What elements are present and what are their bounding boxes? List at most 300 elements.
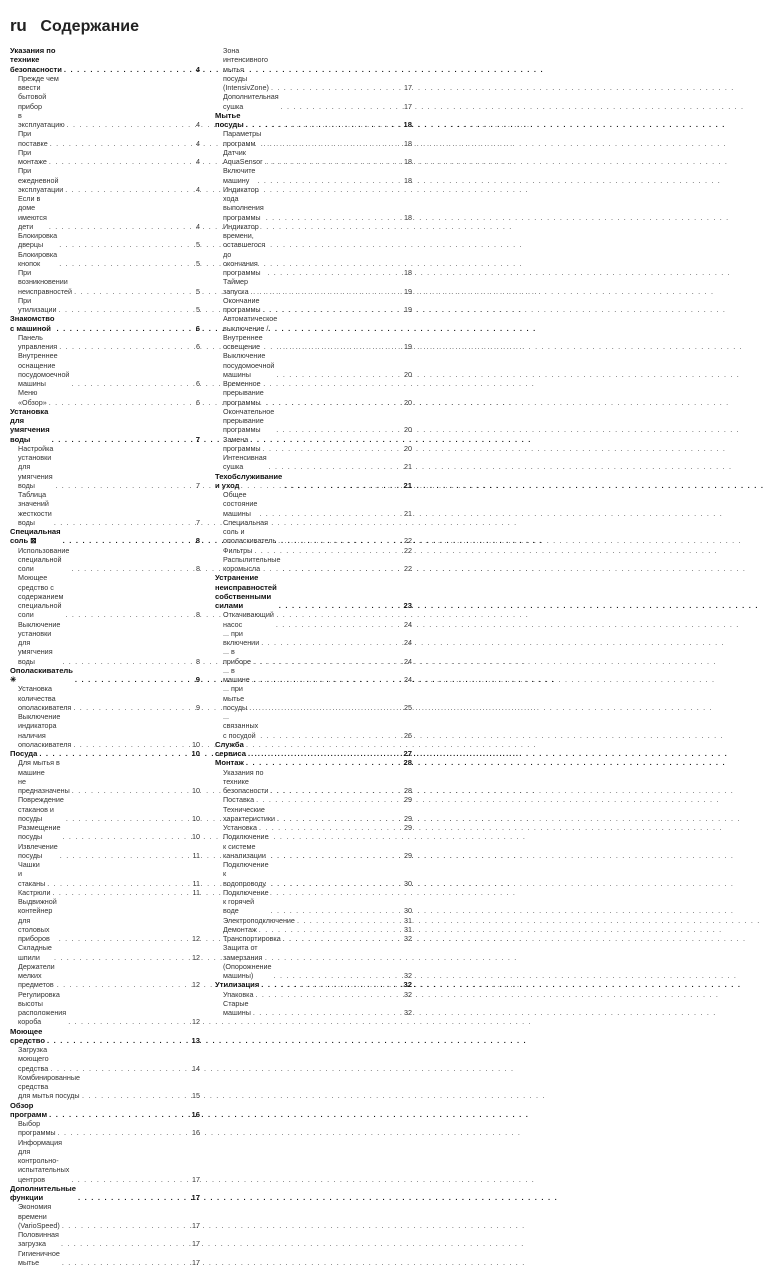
toc-page-number: 29 [403, 851, 412, 860]
dot-leader [255, 990, 401, 999]
toc-entry [10, 573, 200, 619]
toc-page-number: 10 [191, 749, 200, 758]
toc-entry [215, 92, 412, 111]
toc-entry [10, 1119, 200, 1138]
dot-leader [73, 740, 189, 749]
toc-entry [10, 148, 200, 167]
toc-entry-title: Установка [223, 823, 257, 832]
dot-leader [259, 823, 401, 832]
toc-entry-title: Служба сервиса [215, 740, 246, 759]
toc-entry [10, 842, 200, 861]
toc-entry-title: Электроподключение [223, 916, 295, 925]
toc-page-number: 13 [191, 1036, 200, 1045]
toc-entry-title: Окончательное прерывание программы [223, 407, 274, 435]
toc-entry-title: Общее состояние машины [223, 490, 257, 518]
toc-entry [215, 314, 412, 351]
dot-leader [71, 564, 189, 573]
toc-entry-title: Ополаскиватель ✳ [10, 666, 73, 685]
toc-section-heading [215, 740, 412, 759]
toc-page-number: 19 [403, 305, 412, 314]
toc-entry [215, 185, 412, 222]
toc-entry [215, 629, 412, 648]
toc-page-number: 19 [403, 342, 412, 351]
toc-entry-title: При утилизации [18, 296, 57, 315]
toc-entry-title: Утилизация [215, 980, 259, 989]
toc-entry-title: Выключение посудомоечной машины [223, 351, 274, 379]
toc-entry [10, 795, 200, 823]
toc-page-number: 29 [403, 795, 412, 804]
dot-leader [277, 814, 401, 823]
dot-leader [284, 481, 401, 490]
toc-page-number: 30 [403, 906, 412, 915]
toc-entry-title: Выдвижной контейнер для столовых приборов [18, 897, 57, 943]
toc-page-number: 4 [191, 65, 200, 74]
toc-entry-title: Установка для умягчения воды [10, 407, 50, 444]
toc-entry-title: Поставка [223, 795, 254, 804]
toc-entry [10, 860, 200, 888]
dot-leader [246, 120, 401, 129]
toc-entry-title: Выбор программы [18, 1119, 56, 1138]
toc-entry [215, 666, 412, 685]
toc-entry-title: Включите машину [223, 166, 255, 185]
toc-page-number: 20 [403, 425, 412, 434]
toc-entry [215, 999, 412, 1018]
dot-leader [297, 916, 401, 925]
toc-entry [10, 1249, 200, 1267]
dot-leader [59, 934, 189, 943]
toc-entry-title: Внутреннее оснащение посудомоечной машины [18, 351, 69, 388]
toc-entry [215, 546, 412, 555]
dot-leader [246, 758, 401, 767]
toc-entry [215, 351, 412, 379]
toc-entry-title: Регулировка высоты расположения короба [18, 990, 66, 1027]
toc-entry-title: Специальная соль и ополаскиватель [223, 518, 276, 546]
dot-leader [261, 980, 401, 989]
toc-entry [10, 296, 200, 315]
toc-entry [10, 990, 200, 1027]
dot-leader [253, 657, 401, 666]
dot-leader [52, 435, 189, 444]
toc-page-number: 24 [403, 675, 412, 684]
toc-entry [10, 166, 200, 194]
toc-page-number: 15 [191, 1091, 200, 1100]
dot-leader [249, 703, 401, 712]
toc-entry-title: Половинная загрузка [18, 1230, 59, 1249]
toc-entry [10, 1045, 200, 1073]
toc-entry-title: ... в приборе [223, 647, 251, 666]
toc-page-number: 20 [403, 370, 412, 379]
dot-leader [282, 564, 401, 573]
toc-entry [10, 1230, 200, 1249]
toc-entry-title: Окончание программы [223, 296, 261, 315]
toc-page-number: 11 [191, 851, 200, 860]
toc-column-right [215, 46, 412, 1017]
toc-page-number: 4 [191, 222, 200, 231]
toc-entry [215, 277, 412, 296]
toc-page-number: 27 [403, 749, 412, 758]
toc-page-number: 18 [403, 213, 412, 222]
toc-page-number: 4 [191, 185, 200, 194]
toc-page-number: 18 [403, 120, 412, 129]
toc-entry-title: Держатели мелких предметов [18, 962, 55, 990]
toc-entry-title: Моющее средство [10, 1027, 45, 1046]
dot-leader [261, 638, 401, 647]
dot-leader [53, 888, 189, 897]
toc-entry-title: Использование специальной соли [18, 546, 69, 574]
toc-entry-title: Указания по технике безопасности [10, 46, 62, 74]
toc-page-number: 17 [191, 1193, 200, 1202]
toc-entry-title: Знакомство с машиной [10, 314, 54, 333]
toc-entry [10, 231, 200, 250]
toc-entry [215, 990, 412, 999]
toc-entry-title: Складные шпили [18, 943, 52, 962]
toc-entry [215, 888, 412, 916]
toc-entry-title: Чашки и стаканы [18, 860, 45, 888]
toc-entry-title: Распылительные коромысла [223, 555, 280, 574]
dot-leader [71, 379, 189, 388]
dot-leader [73, 703, 189, 712]
toc-entry-title: Защита от замерзания (Опорожнение машины) [223, 943, 272, 980]
toc-page-number: 17 [403, 102, 412, 111]
toc-section-heading [10, 1184, 200, 1203]
dot-leader [270, 786, 401, 795]
toc-page-number: 32 [403, 1008, 412, 1017]
dot-leader [271, 851, 401, 860]
toc-entry [10, 490, 200, 527]
toc-entry [215, 407, 412, 435]
toc-page-number: 17 [191, 1239, 200, 1248]
toc-entry-title: Посуда [10, 749, 37, 758]
dot-leader [252, 675, 401, 684]
toc-page-number: 25 [403, 703, 412, 712]
toc-page-number: 30 [403, 879, 412, 888]
toc-entry-title: ... при включении [223, 629, 259, 648]
toc-entry [10, 268, 200, 296]
toc-page-number: 11 [191, 888, 200, 897]
toc-section-heading [215, 472, 412, 491]
toc-section-heading [10, 666, 200, 685]
toc-entry-title: Датчик AquaSensor [223, 148, 263, 167]
toc-entry-title: Интенсивная сушка [223, 453, 267, 472]
toc-entry-title: ... в машине [223, 666, 250, 685]
toc-page-number: 6 [191, 398, 200, 407]
toc-entry [215, 647, 412, 666]
dot-leader [54, 518, 189, 527]
toc-entry-title: Технические характеристики [223, 805, 275, 824]
toc-entry [215, 823, 412, 832]
toc-page-number: 14 [191, 1064, 200, 1073]
toc-entry-title: ... связанных с посудой [223, 712, 258, 740]
toc-page-number: 10 [191, 786, 200, 795]
toc-entry [215, 46, 412, 92]
toc-page-number: 5 [191, 259, 200, 268]
toc-page-number: 8 [191, 536, 200, 545]
toc-entry [215, 379, 412, 407]
toc-entry [215, 795, 412, 804]
toc-page-number: 24 [403, 620, 412, 629]
toc-entry [10, 758, 200, 795]
dot-leader [56, 324, 189, 333]
toc-entry [10, 546, 200, 574]
toc-entry-title: Транспортировка [223, 934, 281, 943]
toc-page-number: 17 [403, 83, 412, 92]
toc-page-number: 7 [191, 481, 200, 490]
toc-page-number: 8 [191, 610, 200, 619]
toc-page-number: 18 [403, 157, 412, 166]
dot-leader [59, 342, 189, 351]
toc-page-number: 20 [403, 444, 412, 453]
toc-entry [215, 768, 412, 796]
toc-entry [10, 194, 200, 231]
dot-leader [269, 462, 401, 471]
toc-page-number: 17 [191, 1221, 200, 1230]
toc-entry [215, 832, 412, 860]
toc-page-number: 16 [191, 1128, 200, 1137]
toc-entry [10, 444, 200, 490]
toc-page-number: 8 [191, 564, 200, 573]
toc-entry [215, 555, 412, 574]
toc-entry [10, 1202, 200, 1230]
toc-page-number: 24 [403, 638, 412, 647]
toc-entry [215, 166, 412, 185]
toc-entry-title: При монтаже [18, 148, 47, 167]
toc-entry [215, 453, 412, 472]
toc-entry-title: Таблица значений жесткости воды [18, 490, 52, 527]
toc-entry-title: Временное прерывание программы [223, 379, 264, 407]
toc-page-number: 5 [191, 305, 200, 314]
toc-entry [10, 333, 200, 352]
dot-leader [62, 1221, 189, 1230]
dot-leader [68, 1017, 189, 1026]
toc-page-number: 26 [403, 731, 412, 740]
toc-entry-title: Устранение неисправностей собственными силами [215, 573, 277, 610]
toc-entry-title: Монтаж [215, 758, 244, 767]
toc-page-number: 31 [403, 916, 412, 925]
toc-entry-title: Блокировка дверцы [18, 231, 57, 250]
toc-entry [215, 934, 412, 943]
toc-page-number: 21 [403, 509, 412, 518]
toc-entry-title: Техобслуживание и уход [215, 472, 282, 491]
toc-entry-title: Индикатор хода выполнения программы [223, 185, 264, 222]
toc-section-heading [215, 111, 412, 130]
toc-page-number: 7 [191, 518, 200, 527]
toc-entry [215, 222, 412, 278]
dot-leader [263, 444, 401, 453]
toc-entry-title: Загрузка моющего средства [18, 1045, 49, 1073]
toc-page-number: 12 [191, 953, 200, 962]
toc-page-number: 12 [191, 934, 200, 943]
toc-entry [10, 943, 200, 962]
dot-leader [49, 398, 189, 407]
toc-page-number: 18 [403, 139, 412, 148]
dot-leader [47, 1036, 189, 1045]
toc-entry [215, 148, 412, 167]
toc-entry [10, 74, 200, 130]
toc-page-number: 5 [191, 240, 200, 249]
dot-leader [279, 342, 401, 351]
toc-page-number: 9 [191, 675, 200, 684]
toc-entry [215, 129, 412, 148]
toc-entry-title: Размещение посуды [18, 823, 61, 842]
toc-entry-title: ... при мытье посуды [223, 684, 247, 712]
toc-entry-title: Блокировка кнопок [18, 250, 57, 269]
dot-leader [47, 879, 189, 888]
toc-entry-title: Фильтры [223, 546, 252, 555]
toc-entry [215, 712, 412, 740]
dot-leader [265, 157, 401, 166]
toc-section-heading [10, 46, 200, 74]
dot-leader [49, 157, 189, 166]
toc-entry [215, 916, 412, 925]
toc-page-number: 12 [191, 980, 200, 989]
toc-entry-title: Дополнительная сушка [223, 92, 279, 111]
toc-page-number: 12 [191, 1017, 200, 1026]
toc-section-heading [10, 749, 200, 758]
dot-leader [54, 953, 189, 962]
dot-leader [63, 536, 189, 545]
toc-page-number: 28 [403, 786, 412, 795]
toc-entry [215, 684, 412, 712]
dot-leader [55, 481, 189, 490]
dot-leader [254, 546, 401, 555]
toc-page-number: 32 [403, 934, 412, 943]
dot-leader [263, 305, 401, 314]
toc-page-number: 20 [403, 398, 412, 407]
toc-entry-title: Подключение к горячей воде [223, 888, 269, 916]
toc-entry [10, 684, 200, 712]
toc-entry [10, 897, 200, 943]
dot-leader [271, 83, 401, 92]
dot-leader [59, 259, 189, 268]
toc-entry [215, 296, 412, 315]
toc-entry [215, 805, 412, 824]
dot-leader [271, 906, 401, 915]
toc-entry [10, 1073, 200, 1101]
toc-page-number: 8 [191, 657, 200, 666]
toc-section-heading [215, 573, 412, 610]
toc-entry-title: Извлечение посуды [18, 842, 58, 861]
toc-page-number: 10 [191, 832, 200, 841]
toc-page-number: 19 [403, 287, 412, 296]
toc-page-number: 10 [191, 814, 200, 823]
toc-entry-title: Обзор программ [10, 1101, 47, 1120]
toc-page-number: 21 [403, 462, 412, 471]
toc-section-heading [10, 407, 200, 444]
toc-page-number: 32 [403, 980, 412, 989]
toc-entry [10, 823, 200, 842]
toc-entry-title: Настройка установки для умягчения воды [18, 444, 53, 490]
toc-page-number: 5 [191, 287, 200, 296]
dot-leader [267, 268, 401, 277]
toc-entry [215, 610, 412, 629]
toc-page-number: 32 [403, 971, 412, 980]
toc-page-number: 23 [403, 601, 412, 610]
dot-leader [283, 934, 401, 943]
toc-page-number: 4 [191, 157, 200, 166]
dot-leader [57, 980, 189, 989]
toc-page-number: 22 [403, 536, 412, 545]
dot-leader [49, 1110, 189, 1119]
toc-entry-title: Для мытья в машине не предназначены [18, 758, 70, 795]
toc-section-heading [10, 1027, 200, 1046]
toc-entry-title: Откачивающий насос [223, 610, 274, 629]
toc-entry-title: Подключение к водопроводу [223, 860, 269, 888]
dot-leader [61, 1239, 189, 1248]
toc-entry [215, 518, 412, 546]
dot-leader [49, 222, 189, 231]
toc-section-heading [215, 758, 412, 767]
toc-page-number: 21 [403, 481, 412, 490]
toc-page-number: 9 [191, 703, 200, 712]
toc-page-number: 10 [191, 740, 200, 749]
dot-leader [271, 879, 401, 888]
toc-entry-title: Зона интенсивного мытья посуды (IntensivZone) [223, 46, 269, 92]
toc-page-number: 29 [403, 823, 412, 832]
toc-page-number: 7 [191, 435, 200, 444]
toc-entry-title: Повреждение стаканов и посуды [18, 795, 64, 823]
toc-entry [215, 925, 412, 934]
dot-leader [50, 139, 189, 148]
dot-leader [251, 287, 401, 296]
dot-leader [82, 1091, 189, 1100]
toc-entry-title: Кастрюли [18, 888, 51, 897]
toc-page-number: 11 [191, 879, 200, 888]
toc-page-number: 16 [191, 1110, 200, 1119]
dot-leader [78, 1193, 189, 1202]
toc-entry [215, 943, 412, 980]
dot-leader [75, 675, 189, 684]
toc-section-heading [215, 980, 412, 989]
toc-entry [10, 129, 200, 148]
toc-page-number: 31 [403, 925, 412, 934]
toc-page-number: 22 [403, 546, 412, 555]
dot-leader [276, 425, 401, 434]
dot-leader [276, 620, 401, 629]
dot-leader [278, 536, 401, 545]
toc-entry-title: Параметры программ [223, 129, 261, 148]
toc-entry-title: Специальная соль ⊠ [10, 527, 61, 546]
dot-leader [256, 795, 401, 804]
toc-entry [10, 620, 200, 666]
toc-entry-title: При ежедневной эксплуатации [18, 166, 63, 194]
toc-entry-title: При возникновении неисправностей [18, 268, 72, 296]
toc-entry-title: Гигиеничное мытье [18, 1249, 60, 1267]
toc-page-number: 18 [403, 176, 412, 185]
dot-leader [72, 786, 189, 795]
toc-entry-title: Замена программы [223, 435, 261, 454]
toc-page-number: 29 [403, 814, 412, 823]
toc-entry-title: При поставке [18, 129, 48, 148]
toc-entry-title: Демонтаж [223, 925, 257, 934]
dot-leader [65, 610, 189, 619]
toc-entry-title: Комбинированные средства для мытья посуды [18, 1073, 80, 1101]
toc-entry-title: Информация для контрольно- испытательных центров [18, 1138, 69, 1184]
toc-entry-title: Подключение к системе канализации [223, 832, 269, 860]
dot-leader [71, 1175, 189, 1184]
dot-leader [63, 832, 189, 841]
toc-entry [215, 435, 412, 454]
toc-entry [10, 962, 200, 990]
dot-leader [59, 240, 189, 249]
dot-leader [39, 749, 189, 758]
dot-leader [259, 509, 401, 518]
toc-entry [215, 860, 412, 888]
toc-page-number: 18 [403, 268, 412, 277]
dot-leader [58, 1128, 189, 1137]
toc-entry-title: Если в доме имеются дети [18, 194, 47, 231]
toc-entry-title: Моющее средство с содержанием специальной соли [18, 573, 63, 619]
toc-page-number: 28 [403, 758, 412, 767]
